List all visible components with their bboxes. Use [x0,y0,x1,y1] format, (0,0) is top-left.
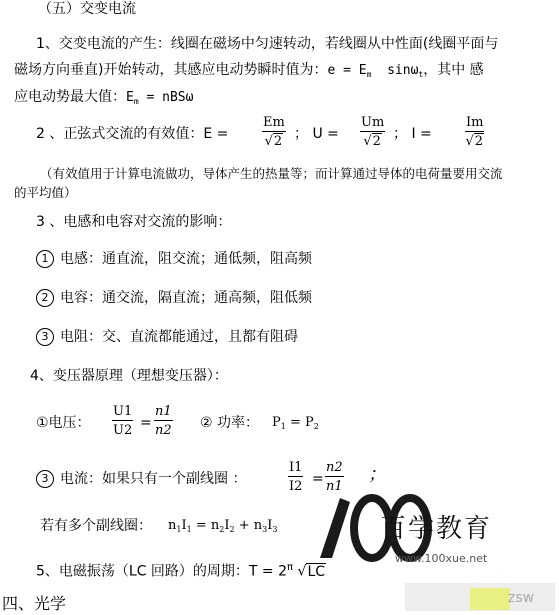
current-equals: = [312,471,324,487]
logo-name: 百学教育 [380,514,493,544]
p3-item-inductor: 1 电感：通直流，阻交流；通低频，阻高频 [36,250,312,268]
p3-heading: 3 、电感和电容对交流的影响： [36,214,232,230]
p3-item-resistor: 3 电阻：交、直流都能通过，且都有阻碍 [36,328,298,346]
note-line2: 的平均值） [14,185,77,200]
emf-max-formula: $E_m = nBS\omega$ [126,90,194,106]
current-label: 3 电流：如果只有一个副线圈 ： [36,470,246,488]
fraction-i1-i2: I1 I2 [289,460,303,494]
p2-sep1: ； U = [294,126,339,142]
p1-line3-text: 应电动势最大值： [14,89,126,105]
p5-label: 5、电磁振荡（LC 回路）的周期：$T = 2^\pi$ √LC [36,562,326,580]
voltage-label: ①电压： [36,415,91,431]
voltage-equals: = [140,415,152,431]
p4-heading: 4、变压器原理（理想变压器）： [30,368,228,384]
logo-url: www.100xue.net [395,552,488,565]
multi-coil-formula: $n_1I_1 = n_2I_2 + n_3I_3$ [168,518,278,534]
fraction-n1-n2: n1 n2 [155,404,172,438]
power-label: ② 功率： [200,415,260,431]
p1-line1: 1、交变电流的产生：线圈在磁场中匀速转动，若线圈从中性面(线圈平面与 [36,36,499,52]
power-formula: $P_1 = P_2$ [272,415,319,431]
circled-number: 3 [36,470,54,488]
section-heading-optics: 四、光学 [2,594,67,613]
p1-line2-tail: ，其中 感 [423,62,484,78]
p2-sep2: ； I = [393,126,432,142]
circled-number: 1 [36,250,54,268]
p1-line3 [14,88,193,111]
circled-number: 2 [36,289,54,307]
p1-line2-text: 磁场方向垂直)开始转动，其感应电动势瞬时值为： [14,62,328,78]
section-heading-ac: （五）交变电流 [38,1,136,17]
fraction-u1-u2: U1 U2 [113,404,133,438]
current-semicolon: ； [368,464,386,485]
p2-label: 2 、正弦式交流的有效值：E = [36,126,229,142]
fraction-um: Um √2 [361,115,385,149]
fraction-em: Em √2 [263,115,285,149]
multi-coil-label: 若有多个副线圈： [40,518,152,534]
p3-item-capacitor: 2 电容：通交流，隔直流；通高频，阻低频 [36,289,312,307]
note-line1: （有效值用于计算电流做功，导体产生的热量等；而计算通过导体的电荷量要用交流 [40,166,503,181]
fraction-n2-n1: n2 n1 [326,460,343,494]
watermark-text: zsw [508,590,535,606]
p1-line2 [14,61,484,84]
fraction-im: Im √2 [465,115,484,149]
watermark-highlight [470,588,510,610]
emf-instant-formula: $e = E_m$ sinω$_t$ [327,63,424,79]
circled-number: 3 [36,328,54,346]
